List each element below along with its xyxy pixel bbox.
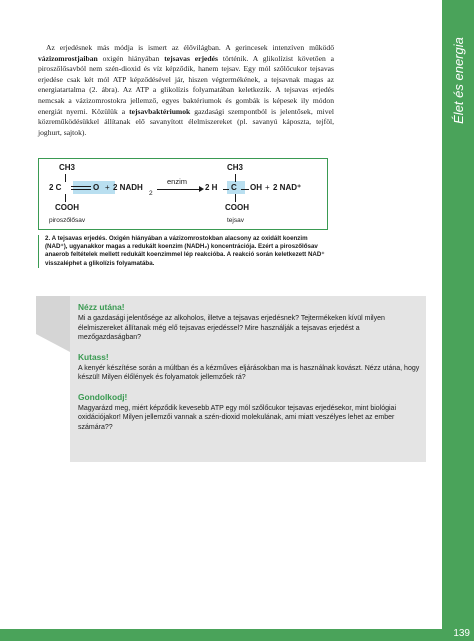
- task-heading: Kutass!: [78, 351, 109, 362]
- task-body: Magyarázd meg, miért képződik kevesebb ATP egy mól szőlőcukor tejsavas erjedésekor, mint biológiai oxidációjakor! Milyen jellemzői vannak a szén-dioxid molekulának, ami miatt veszélyes lehet az ember számára??: [78, 404, 397, 431]
- task-body: A kenyér készítése során a múltban és a kézműves eljárásokban ma is használnak kovászt. Nézz utána, hogy készül! Milyen élőlények és folyamatok jellemzőek rá?: [78, 364, 420, 381]
- paragraph: [38, 43, 334, 138]
- text-run: gazdasági szempontból is jelentősek, mivel közreműködésükkel állítanak elő savanyított élelmiszereket (pl. savanyú káposzta, tejföl, joghurt, sajtok).: [38, 106, 334, 137]
- two-h: 2 H: [205, 183, 218, 192]
- ch3-right: CH3: [227, 163, 244, 172]
- bond-line: [235, 194, 236, 202]
- lactate-label: tejsav: [227, 217, 244, 224]
- reaction-figure: [38, 158, 328, 230]
- bottom-strip: [0, 629, 442, 641]
- task-section: [78, 352, 420, 383]
- chapter-title: [442, 20, 474, 140]
- double-bond: [71, 186, 91, 190]
- cooh-right: COOH: [225, 203, 249, 212]
- arrow-head-icon: [199, 186, 204, 192]
- task-heading: Nézz utána!: [78, 302, 125, 312]
- nadh-label: 2 NADH: [113, 183, 143, 192]
- bond-line: [241, 189, 249, 190]
- body-text: [38, 43, 334, 138]
- hydroxyl: OH: [250, 183, 262, 192]
- pyruvate-label: piroszőlősav: [49, 217, 86, 224]
- chapter-title-text: Élet és energia: [450, 36, 466, 124]
- reaction-arrow: [157, 189, 201, 190]
- bond-line: [65, 194, 66, 202]
- task-content: [78, 302, 420, 441]
- nadh-subscript: 2: [149, 190, 153, 197]
- text-run: oxigén hiányában: [97, 53, 165, 63]
- task-section: [78, 302, 420, 343]
- text-run: történik. A glikolízist követően a piroszőlősavból nem szén-dioxid és víz képződik, hanem tejsav. Egy mól szőlőcukor tejsavas erjedése csak két mól ATP képződésével jár, hiszen végtermékének, a tejsavnak magas az energiatartalma (2. ábra). Az ATP a glikolízis folyamatában keletkezik. A tejsavas erjedés nemcsak a vázizomrostokra jellemző, egyes baktériumok és gombák is képesek ily módon energiát nyerni. Közülük a: [38, 53, 334, 116]
- figure-caption: 2. A tejsavas erjedés. Oxigén hiányában a vázizomrostokban alacsony az oxidált koenzim (NAD⁺), ugyanakkor magas a redukált koenzim (NADH₂) koncentrációja. Ezért a piroszőlősav anaerob feltételek mellett redukált koenzimmel lép reakcióba. A reakció során keletkezett NAD⁺ visszaléphet a glikolízis folyamatába.: [38, 235, 328, 268]
- task-heading: Gondolkodj!: [78, 391, 128, 402]
- page-number: 139: [453, 628, 470, 639]
- text-run: Az erjedésnek más módja is ismert az élővilágban. A gerincesek intenzíven működő: [46, 43, 334, 52]
- ch3-left: CH3: [59, 163, 76, 172]
- carbon-right: C: [231, 183, 237, 192]
- bold-term: tejsavas erjedés: [164, 53, 218, 63]
- nad-label: 2 NAD⁺: [273, 183, 302, 192]
- bond-line: [235, 174, 236, 182]
- cooh-left: COOH: [55, 203, 79, 212]
- task-body: Mi a gazdasági jelentősége az alkoholos, illetve a tejsavas erjedésnek? Tejtermékeken kívül milyen élelmiszereket állítanak még elő tejsavas erjedéssel? Mire használják a tejsavas erjedést a mezőgazdaságban?: [78, 315, 385, 341]
- task-tab-decoration: [36, 296, 70, 334]
- enzyme-label: enzim: [167, 177, 188, 186]
- carbon-left: 2 C: [49, 183, 62, 192]
- oxygen-left: O: [93, 183, 100, 192]
- bond-line: [223, 189, 229, 190]
- task-section: [78, 392, 420, 433]
- bond-line: [65, 174, 66, 182]
- plus-sign: +: [265, 183, 270, 192]
- bold-term: tejsavbaktériumok: [129, 106, 191, 116]
- bold-term: vázizomrostjaiban: [38, 53, 98, 63]
- chapter-sidebar: [442, 0, 474, 641]
- plus-sign: +: [105, 183, 110, 192]
